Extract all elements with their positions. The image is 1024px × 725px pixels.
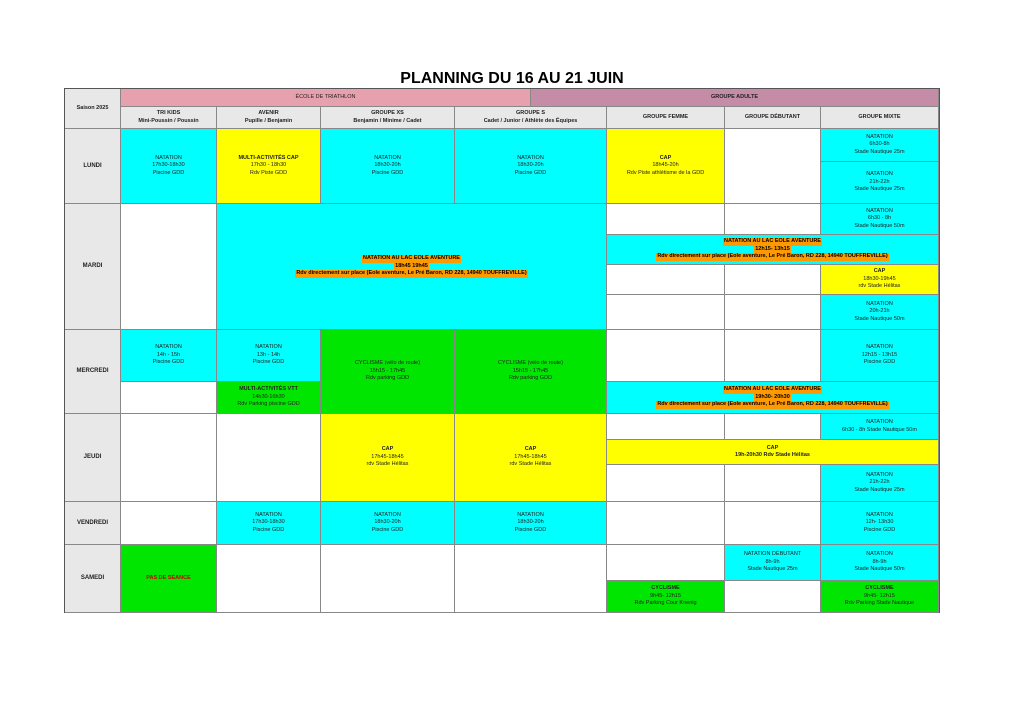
session-lundi-avenir: MULTI-ACTIVITÉS CAP 17h30 - 18h30 Rdv Piste GDD <box>217 129 321 204</box>
session-mercredi-trikids: NATATION 14h - 15h Piscine GDD <box>121 330 217 382</box>
session-vendredi-avenir: NATATION 17h30-18h30 Piscine GDD <box>217 502 321 545</box>
empty-cell <box>607 465 725 502</box>
day-lundi: LUNDI <box>65 129 121 204</box>
ecole-header: ÉCOLE DE TRIATHLON <box>121 89 531 107</box>
session-jeudi-mixte-2: NATATION 21h-22h Stade Nautique 25m <box>821 465 939 502</box>
session-mercredi-avenir-1: NATATION 13h - 14h Piscine GDD <box>217 330 321 382</box>
session-mercredi-avenir-2: MULTI-ACTIVITÉS VTT 14h30-16h30 Rdv Parking piscine GDD <box>217 382 321 414</box>
session-samedi-femme: CYCLISME 9h45- 12h15 Rdv Parking Cour Koenig <box>607 581 725 613</box>
session-lundi-mixte-1: NATATION 6h30-8h Stade Nautique 25m <box>821 129 939 162</box>
empty-cell <box>607 295 725 330</box>
col-header-trikids: TRI KIDS Mini-Poussin / Poussin <box>121 107 217 129</box>
session-mercredi-s: CYCLISME (vélo de route) 15h15 - 17h45 Rdv parking GDD <box>455 330 607 414</box>
empty-cell <box>725 581 821 613</box>
session-mercredi-mixte: NATATION 12h15 - 13h15 Piscine GDD <box>821 330 939 382</box>
empty-cell <box>725 502 821 545</box>
empty-cell <box>121 414 217 502</box>
session-samedi-debutant: NATATION DÉBUTANT 8h-9h Stade Nautique 25m <box>725 545 821 581</box>
day-mardi: MARDI <box>65 204 121 330</box>
empty-cell <box>725 414 821 440</box>
session-mardi-lac-ecole: NATATION AU LAC EOLE AVENTURE 18h45 19h45 Rdv directement sur place (Eole aventure, Le Pré Baron, RD 228, 14940 TOUFFREVILLE) <box>217 204 607 330</box>
session-samedi-mixte-2: CYCLISME 9h45- 12h15 Rdv Parking Stade Nautique <box>821 581 939 613</box>
session-lundi-mixte-2: NATATION 21h-22h Stade Nautique 25m <box>821 162 939 204</box>
session-mardi-mixte-2: NATATION 20h-21h Stade Nautique 50m <box>821 295 939 330</box>
empty-cell <box>607 545 725 581</box>
empty-cell <box>607 330 725 382</box>
empty-cell <box>455 545 607 613</box>
session-jeudi-s: CAP 17h45-18h45 rdv Stade Hélitas <box>455 414 607 502</box>
season-label: Saison 2025 <box>65 89 121 129</box>
session-lundi-s: NATATION 18h30-20h Piscine GDD <box>455 129 607 204</box>
empty-cell <box>121 382 217 414</box>
empty-cell <box>725 204 821 235</box>
empty-cell <box>725 265 821 295</box>
empty-cell <box>725 129 821 204</box>
schedule-table <box>64 88 940 613</box>
session-jeudi-cap-adulte: CAP 19h-20h30 Rdv Stade Hélitas <box>607 440 939 465</box>
empty-cell <box>217 545 321 613</box>
session-vendredi-s: NATATION 18h30-20h Piscine GDD <box>455 502 607 545</box>
empty-cell <box>725 295 821 330</box>
empty-cell <box>725 330 821 382</box>
session-lundi-trikids: NATATION 17h30-18h30 Piscine GDD <box>121 129 217 204</box>
session-vendredi-mixte: NATATION 12h- 13h30 Piscine GDD <box>821 502 939 545</box>
session-mercredi-lac-adulte: NATATION AU LAC EOLE AVENTURE 19h30- 20h30 Rdv directement sur place (Eole aventure, Le Pré Baron, RD 228, 14940 TOUFFREVILLE) <box>607 382 939 414</box>
empty-cell <box>607 265 725 295</box>
empty-cell <box>121 502 217 545</box>
empty-cell <box>121 204 217 330</box>
empty-cell <box>607 204 725 235</box>
day-mercredi: MERCREDI <box>65 330 121 414</box>
col-header-groupe-mixte: GROUPE MIXTE <box>821 107 939 129</box>
col-header-groupe-xs: GROUPE XS Benjamin / Minime / Cadet <box>321 107 455 129</box>
session-samedi-trikids: PAS DE SÉANCE <box>121 545 217 613</box>
empty-cell <box>607 502 725 545</box>
day-vendredi: VENDREDI <box>65 502 121 545</box>
session-samedi-mixte-1: NATATION 8h-9h Stade Nautique 50m <box>821 545 939 581</box>
page-title: PLANNING DU 16 AU 21 JUIN <box>400 70 624 87</box>
empty-cell <box>725 465 821 502</box>
empty-cell <box>217 414 321 502</box>
col-header-groupe-s: GROUPE S Cadet / Junior / Athlète des Équipes <box>455 107 607 129</box>
day-jeudi: JEUDI <box>65 414 121 502</box>
empty-cell <box>321 545 455 613</box>
col-header-groupe-femme: GROUPE FEMME <box>607 107 725 129</box>
col-header-groupe-debutant: GROUPE DÉBUTANT <box>725 107 821 129</box>
session-mardi-mixte-1: NATATION 6h30 - 8h Stade Nautique 50m <box>821 204 939 235</box>
session-lundi-femme: CAP 18h45-20h Rdv Piste athlétisme de la GDD <box>607 129 725 204</box>
session-lundi-xs: NATATION 18h30-20h Piscine GDD <box>321 129 455 204</box>
session-jeudi-mixte-1: NATATION 6h30 - 8h Stade Nautique 50m <box>821 414 939 440</box>
empty-cell <box>607 414 725 440</box>
session-mardi-mixte-cap: CAP 18h30-19h45 rdv Stade Hélitas <box>821 265 939 295</box>
session-mardi-lac-adulte: NATATION AU LAC EOLE AVENTURE 12h15- 13h15 Rdv directement sur place (Eole aventure, Le Pré Baron, RD 228, 14940 TOUFFREVILLE) <box>607 235 939 265</box>
session-jeudi-xs: CAP 17h45-18h45 rdv Stade Hélitas <box>321 414 455 502</box>
adulte-header: GROUPE ADULTE <box>531 89 939 107</box>
session-mercredi-xs: CYCLISME (vélo de route) 15h15 - 17h45 Rdv parking GDD <box>321 330 455 414</box>
col-header-avenir: AVENIR Pupille / Benjamin <box>217 107 321 129</box>
day-samedi: SAMEDI <box>65 545 121 613</box>
session-vendredi-xs: NATATION 18h30-20h Piscine GDD <box>321 502 455 545</box>
